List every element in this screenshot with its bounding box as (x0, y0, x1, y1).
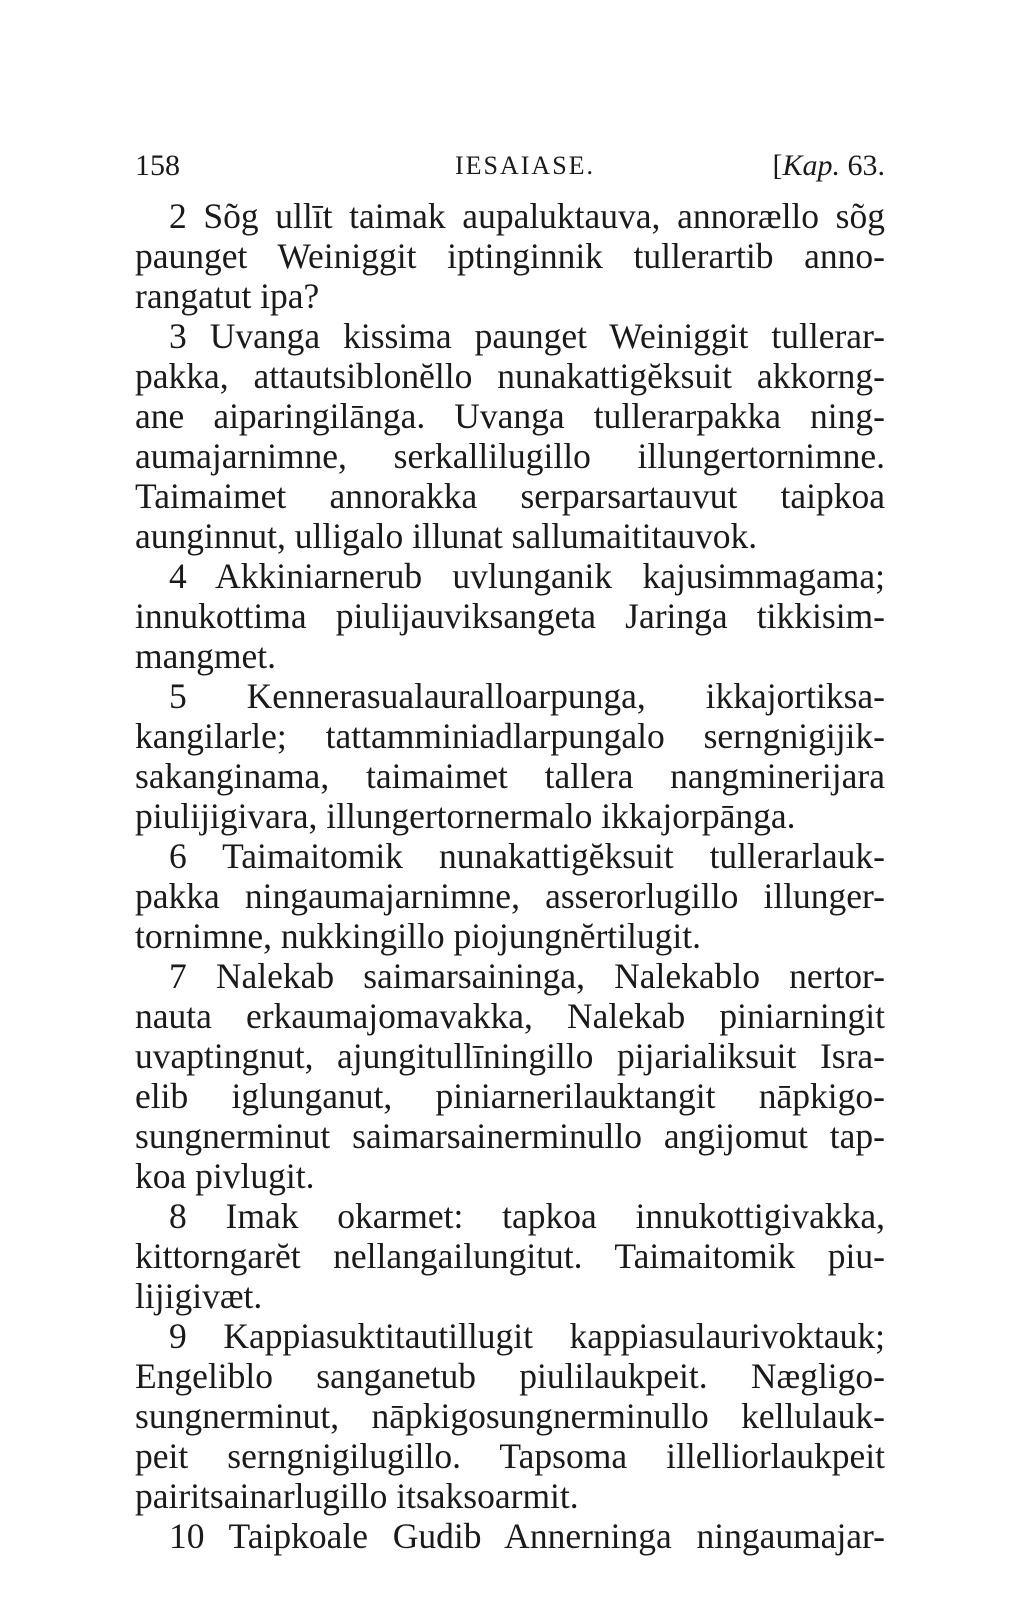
text-line: Engeliblo sanganetub piulilaukpeit. Nægligo- (135, 1356, 885, 1396)
chapter-reference (772, 142, 885, 190)
book-page (135, 142, 885, 1556)
text-line: paunget Weiniggit iptinginnik tullerartib anno- (135, 236, 885, 276)
chapter-number: 63. (840, 149, 885, 182)
text-line: elib iglunganut, piniarnerilauktangit nāpkigo- (135, 1076, 885, 1116)
chapter-bracket: [ (772, 149, 783, 182)
text-line: aunginnut, ulligalo illunat sallumaititauvok. (135, 516, 758, 556)
text-line: 7 Nalekab saimarsaininga, Nalekablo nertor- (169, 956, 885, 996)
text-line: nauta erkaumajomavakka, Nalekab piniarningit (135, 996, 885, 1036)
text-line: 4 Akkiniarnerub uvlunganik kajusimmagama; (169, 556, 885, 596)
text-line: kangilarle; tattamminiadlarpungalo serngnigijik- (135, 716, 885, 756)
text-line: mangmet. (135, 636, 276, 676)
text-line: 5 Kennerasualauralloarpunga, ikkajortiksa- (169, 676, 885, 716)
text-line: 6 Taimaitomik nunakattigĕksuit tullerarlauk- (169, 836, 885, 876)
text-line: kittorngarĕt nellangailungitut. Taimaitomik piu- (135, 1236, 885, 1276)
text-line: aumajarnimne, serkallilugillo illungertornimne. (135, 436, 885, 476)
text-line: 2 Sõg ullīt taimak aupaluktauva, annorællo sõg (169, 196, 885, 236)
text-line: 10 Taipkoale Gudib Annerninga ningaumajar- (169, 1516, 885, 1556)
text-line: Taimaimet annorakka serparsartauvut taipkoa (135, 476, 885, 516)
chapter-label: Kap. (782, 149, 840, 182)
text-line: sungnerminut, nāpkigosungnerminullo kellulauk- (135, 1396, 885, 1436)
text-line: pakka ningaumajarnimne, asserorlugillo illunger- (135, 876, 885, 916)
text-line: koa pivlugit. (135, 1156, 315, 1196)
text-line: peit serngnigilugillo. Tapsoma illelliorlaukpeit (135, 1436, 885, 1476)
text-line: lijigivæt. (135, 1276, 263, 1316)
page-number: 158 (135, 149, 180, 182)
text-line: uvaptingnut, ajungitullīningillo pijarialiksuit Isra- (135, 1036, 885, 1076)
text-line: ane aiparingilānga. Uvanga tullerarpakka ning- (135, 396, 885, 436)
text-line: 3 Uvanga kissima paunget Weiniggit tullerar- (169, 316, 885, 356)
text-line: sungnerminut saimarsainerminullo angijomut tap- (135, 1116, 885, 1156)
text-line: 9 Kappiasuktitautillugit kappiasulaurivoktauk; (169, 1316, 885, 1356)
text-line: tornimne, nukkingillo piojungnĕrtilugit. (135, 916, 701, 956)
text-line: pairitsainarlugillo itsaksoarmit. (135, 1476, 579, 1516)
text-line: pakka, attautsiblonĕllo nunakattigĕksuit akkorng- (135, 356, 885, 396)
page-header (135, 142, 885, 190)
text-line: 8 Imak okarmet: tapkoa innukottigivakka, (169, 1196, 885, 1236)
scripture-text (135, 196, 885, 1556)
text-line: sakanginama, taimaimet tallera nangminerijara (135, 756, 885, 796)
text-line: innukottima piulijauviksangeta Jaringa tikkisim- (135, 596, 885, 636)
text-line: piulijigivara, illungertornermalo ikkajorpānga. (135, 796, 796, 836)
text-line: rangatut ipa? (135, 276, 320, 316)
running-title: IESAIASE. (455, 151, 596, 180)
